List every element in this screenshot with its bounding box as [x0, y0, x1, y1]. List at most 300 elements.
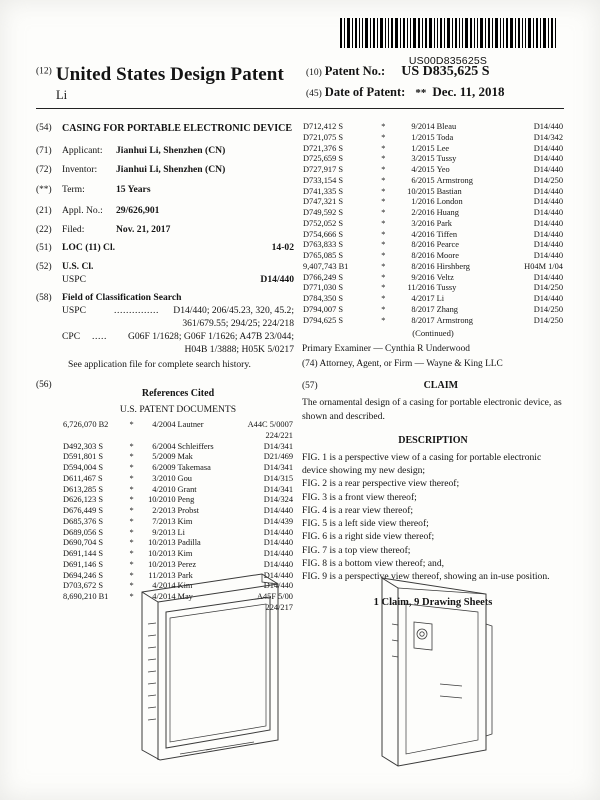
- ref-star: *: [381, 165, 386, 174]
- ref-class: D14/440: [263, 527, 293, 537]
- ref-date: 1/2015: [411, 143, 435, 153]
- ref-name: Lee: [436, 143, 450, 153]
- ref-name: Park: [436, 218, 452, 228]
- ref-class: D14/440: [263, 549, 293, 559]
- ref-date: 10/2010: [148, 495, 176, 505]
- ref-date: 7/2013: [152, 516, 176, 526]
- field-tag: (71): [36, 146, 52, 156]
- applicant-value: Jianhui Li, Shenzhen (CN): [116, 145, 226, 156]
- left-column: [36, 122, 302, 620]
- table-row: [62, 485, 294, 496]
- ref-number: D613,285 S: [63, 484, 104, 494]
- patent-no-value: US D835,625 S: [401, 64, 490, 79]
- ref-number: D689,056 S: [63, 527, 104, 537]
- patent-no-label: Patent No.:: [324, 64, 386, 78]
- figure-description-line: FIG. 6 is a right side view thereof;: [302, 531, 435, 543]
- page-title: United States Design Patent: [55, 64, 284, 85]
- ref-name: Pearce: [436, 240, 459, 250]
- ref-class: D14/439: [263, 516, 293, 526]
- ref-number: D771,030 S: [303, 283, 344, 293]
- table-row: [302, 187, 564, 198]
- ref-class: D14/250: [533, 315, 563, 325]
- table-row: [62, 517, 294, 528]
- ref-class: A44C 5/0007: [247, 420, 293, 430]
- ref-number: D766,249 S: [303, 272, 344, 282]
- ref-star: *: [129, 581, 134, 591]
- ref-star: *: [129, 495, 134, 505]
- ref-date: 4/2015: [411, 165, 435, 174]
- appl-no-value: 29/626,901: [116, 204, 160, 216]
- patent-date-row: [306, 84, 564, 100]
- ref-name: Li: [436, 294, 445, 303]
- field-tag: (22): [36, 224, 52, 235]
- barcode-block: [338, 18, 558, 67]
- ref-class: D14/341: [263, 484, 293, 494]
- ref-star: *: [381, 240, 386, 250]
- ref-name: Mak: [177, 452, 193, 462]
- table-row: [302, 165, 564, 176]
- ref-date: 4/2016: [411, 229, 435, 239]
- ref-date: 8/2017: [411, 315, 435, 325]
- ref-star: *: [129, 463, 134, 473]
- ref-date: 10/2013: [148, 538, 176, 548]
- ref-date: 6/2009: [152, 463, 176, 473]
- ref-class: A45F 5/00: [256, 592, 293, 602]
- ref-date: 10/2013: [148, 549, 176, 559]
- ref-class: D14/440: [533, 154, 563, 164]
- ref-class: D14/440: [533, 122, 563, 131]
- table-row: [62, 474, 294, 485]
- field-tag: (21): [36, 205, 52, 216]
- filed-label: Filed:: [62, 223, 85, 235]
- loc-label: LOC (11) Cl.: [62, 242, 116, 254]
- ref-number: D794,007 S: [303, 304, 344, 314]
- patent-sheet: [36, 18, 564, 782]
- date-value: Dec. 11, 2018: [432, 84, 505, 99]
- patent-no-code: (10): [305, 68, 322, 78]
- ref-date: 3/2015: [411, 154, 435, 164]
- ref-class: D14/342: [533, 132, 563, 142]
- ref-number: D733,154 S: [303, 175, 344, 185]
- ref-number: 8,690,210 B1: [63, 592, 109, 602]
- ref-class: 224/221: [265, 430, 293, 440]
- figure-description-line: FIG. 7 is a top view thereof;: [302, 544, 411, 556]
- ref-class: D14/440: [533, 208, 563, 217]
- ref-name: Kim: [177, 549, 193, 559]
- table-row: [302, 219, 564, 230]
- ref-class: D14/250: [533, 175, 563, 185]
- ref-name: London: [436, 197, 463, 207]
- body-columns: [36, 122, 564, 620]
- ref-number: D765,085 S: [303, 251, 344, 260]
- ref-star: *: [129, 506, 134, 516]
- ref-class: D14/324: [263, 495, 293, 505]
- field-loc: [36, 242, 294, 255]
- uscl-uspc-label: USPC: [62, 273, 86, 285]
- field-tag: (52): [36, 261, 52, 272]
- inventor-short: Li: [56, 88, 68, 102]
- ref-class: D14/250: [533, 283, 563, 293]
- ref-class: D14/440: [533, 251, 563, 260]
- ref-class: D14/440: [533, 294, 563, 303]
- ref-star: *: [381, 218, 386, 228]
- figure-description-line: FIG. 5 is a left side view thereof;: [302, 518, 429, 530]
- ref-date: 10/2015: [407, 186, 435, 196]
- table-row: [62, 495, 294, 506]
- table-row: [302, 122, 564, 133]
- loc-value: 14-02: [271, 242, 294, 254]
- inventor-value: Jianhui Li, Shenzhen (CN): [116, 163, 226, 175]
- ref-class: D14/440: [533, 218, 563, 228]
- ref-date: [136, 431, 176, 442]
- ref-number: D725,659 S: [303, 154, 344, 164]
- ref-number: D690,704 S: [63, 538, 104, 548]
- claim-text: The ornamental design of a casing for portable electronic device, as shown and described.: [302, 397, 562, 422]
- ref-name: Grant: [177, 484, 197, 494]
- ref-name: Peng: [177, 495, 195, 505]
- header-divider: [36, 108, 564, 109]
- ref-number: [62, 431, 127, 442]
- ref-name: Tussy: [436, 283, 457, 293]
- ref-date: 9/2014: [411, 122, 435, 131]
- ref-number: D747,321 S: [303, 197, 344, 207]
- ref-number: D712,412 S: [303, 122, 344, 131]
- ref-number: D784,350 S: [303, 294, 344, 303]
- ref-number: 6,726,070 B2: [63, 420, 109, 430]
- field-tag: (54): [36, 123, 52, 133]
- ref-star: *: [129, 484, 134, 494]
- ref-class: D14/440: [533, 186, 563, 196]
- figure-1-drawing: [112, 564, 302, 774]
- ref-star: *: [381, 186, 386, 196]
- table-row: [302, 144, 564, 155]
- ref-name: Park: [177, 570, 193, 580]
- ref-class: D14/440: [533, 240, 563, 250]
- ref-number: D721,376 S: [303, 143, 344, 153]
- table-row: [302, 208, 564, 219]
- ref-number: D594,004 S: [63, 463, 104, 473]
- ref-name: Bleau: [436, 122, 457, 131]
- field-search-cpc-label: CPC: [62, 331, 81, 343]
- ref-star: *: [381, 229, 386, 239]
- attorney-agent: (74) Attorney, Agent, or Firm — Wayne & King LLC: [302, 358, 503, 369]
- ref-star: *: [129, 570, 134, 580]
- ref-name: Padilla: [177, 538, 201, 548]
- barcode-icon: [338, 18, 558, 48]
- appl-no-label: Appl. No.:: [62, 204, 103, 216]
- ref-star: *: [381, 283, 386, 293]
- figure-description-line: FIG. 3 is a front view thereof;: [302, 491, 417, 503]
- table-row: [62, 452, 294, 463]
- ref-class: D14/440: [263, 570, 293, 580]
- ref-name: Kim: [177, 516, 193, 526]
- ref-date: 10/2013: [148, 559, 176, 569]
- ref-name: Probst: [177, 506, 199, 516]
- field-tag: (**): [36, 185, 52, 196]
- ref-star: *: [381, 272, 386, 282]
- ref-star: *: [129, 420, 134, 430]
- invention-title: CASING FOR PORTABLE ELECTRONIC DEVICE: [62, 123, 293, 134]
- term-value: 15 Years: [116, 184, 151, 196]
- ref-star: *: [129, 527, 134, 537]
- ref-star: *: [129, 549, 134, 559]
- field-search-uspc-label: USPC: [62, 304, 86, 316]
- ref-class: D14/440: [263, 506, 293, 516]
- ref-date: 4/2014: [152, 581, 176, 591]
- table-row: [302, 283, 564, 294]
- ref-star: *: [129, 516, 134, 526]
- ref-date: 6/2015: [411, 175, 435, 185]
- ref-class: D14/440: [533, 143, 563, 153]
- ref-number: D703,672 S: [63, 581, 104, 591]
- kind-code: (12): [36, 66, 52, 77]
- ref-date: 3/2010: [152, 473, 176, 483]
- header-left: [36, 64, 302, 103]
- ref-number: D591,801 S: [63, 452, 104, 462]
- ref-number: D754,666 S: [303, 229, 344, 239]
- ref-date: 9/2016: [411, 272, 435, 282]
- ref-date: 8/2016: [411, 240, 435, 250]
- ref-date: 3/2016: [411, 218, 435, 228]
- term-label: Term:: [62, 184, 85, 196]
- ref-date: 6/2004: [152, 441, 176, 451]
- field-search-cpc-value: G06F 1/1628; G06F 1/1626; A47B 23/044;: [127, 331, 294, 343]
- ref-star: [127, 431, 136, 442]
- ref-class: D14/440: [263, 538, 293, 548]
- ref-name: Armstrong: [436, 175, 473, 185]
- ref-star: *: [129, 559, 134, 569]
- ref-number: D741,335 S: [303, 186, 344, 196]
- ref-star: *: [381, 304, 386, 314]
- table-row: [62, 431, 294, 442]
- date-code: (45): [305, 89, 322, 99]
- ref-date: 4/2010: [152, 484, 176, 494]
- ref-date: 4/2004: [152, 420, 176, 430]
- ref-name: Toda: [436, 132, 454, 142]
- table-row: [302, 305, 564, 316]
- ref-date: 9/2013: [152, 527, 176, 537]
- description-heading: DESCRIPTION: [398, 434, 468, 446]
- barcode-number: US00D835625S: [408, 55, 488, 67]
- table-row: [62, 528, 294, 539]
- table-row: [302, 230, 564, 241]
- field-title: [36, 122, 294, 135]
- uscl-value: D14/440: [260, 273, 294, 285]
- figure-description-line: FIG. 2 is a rear perspective view thereof;: [302, 478, 460, 490]
- figure-description-line: FIG. 8 is a bottom view thereof; and,: [302, 557, 445, 569]
- ref-number: D763,833 S: [303, 240, 344, 250]
- ref-class: D14/315: [263, 473, 293, 483]
- references-subheading: U.S. PATENT DOCUMENTS: [119, 404, 237, 416]
- primary-examiner: Primary Examiner — Cynthia R Underwood: [302, 344, 470, 355]
- ref-date: 11/2013: [148, 570, 176, 580]
- ref-class: D14/341: [263, 441, 293, 451]
- ref-number: D752,052 S: [303, 218, 344, 228]
- ref-star: *: [381, 294, 386, 303]
- inventor-label: Inventor:: [62, 163, 98, 175]
- filed-value: Nov. 21, 2017: [116, 223, 171, 235]
- ref-number: D691,144 S: [63, 549, 104, 559]
- table-row: [302, 316, 564, 327]
- ref-date: 8/2017: [411, 304, 435, 314]
- ref-date: 5/2009: [152, 452, 176, 462]
- ref-name: Perez: [177, 559, 197, 569]
- date-stars: **: [415, 87, 427, 99]
- ref-name: Yeo: [436, 165, 450, 174]
- references-heading: References Cited: [141, 388, 215, 400]
- ref-name: Armstrong: [436, 315, 473, 325]
- ref-name: Takemasa: [177, 463, 211, 473]
- ref-name: Zhang: [436, 304, 458, 314]
- ref-number: D626,123 S: [63, 495, 104, 505]
- ref-star: *: [381, 315, 386, 325]
- field-us-cl: [36, 261, 294, 286]
- ref-date: 4/2014: [152, 592, 176, 602]
- table-row: [302, 133, 564, 144]
- ref-date: 8/2016: [411, 251, 435, 260]
- ref-name: Moore: [436, 251, 459, 260]
- ref-name: Li: [177, 527, 185, 537]
- ref-name: Veltz: [436, 272, 454, 282]
- ref-class: H04M 1/04: [524, 261, 563, 271]
- ref-number: 9,407,743 B1: [303, 261, 349, 271]
- right-column: [302, 122, 564, 620]
- table-row: [302, 240, 564, 251]
- figure-description-line: FIG. 1 is a perspective view of a casing for portable electronic device showing my new design;: [302, 451, 542, 477]
- ref-number: D721,075 S: [303, 132, 344, 142]
- table-row: [62, 538, 294, 549]
- ref-name: [177, 431, 229, 442]
- field-appl-no: [36, 205, 294, 218]
- patent-number-row: [306, 64, 564, 80]
- references-table-right: [302, 122, 564, 326]
- ref-number: D794,625 S: [303, 315, 344, 325]
- ref-name: Huang: [436, 208, 459, 217]
- table-row: [302, 176, 564, 187]
- field-search-uspc-value: D14/440; 206/45.23, 320, 45.2;: [173, 304, 294, 316]
- field-tag: (51): [36, 243, 52, 254]
- ref-star: *: [381, 251, 386, 260]
- ref-class: D14/440: [263, 581, 293, 591]
- ref-star: *: [381, 132, 386, 142]
- field-inventor: [36, 164, 294, 177]
- field-term: [36, 184, 294, 197]
- ref-number: D611,467 S: [63, 473, 103, 483]
- figure-description-line: FIG. 4 is a rear view thereof;: [302, 504, 414, 516]
- ref-star: *: [381, 122, 386, 131]
- figure-2-drawing: [336, 564, 526, 774]
- ref-star: *: [129, 592, 134, 602]
- field-search-note: See application file for complete search history.: [68, 358, 251, 370]
- ref-name: Hirshberg: [436, 261, 470, 271]
- ref-star: *: [129, 538, 134, 548]
- table-row: [302, 251, 564, 262]
- ref-class: D14/440: [533, 229, 563, 239]
- table-row: [62, 506, 294, 517]
- claim-tag: (57): [302, 381, 318, 392]
- ref-name: Lautner: [177, 420, 204, 430]
- patent-header: [36, 64, 564, 109]
- table-row: [302, 262, 564, 273]
- field-classification-search: (58) Field of Classification Search USPC ............... D14/440; 206/45.23, 320, 45.2; 361/679.55; 294/25; 224/218 CPC ..... G06F 1/1628; G06F 1/1626; A47B 23/044; H04B 1/3888; H05K 5/0217 See application file for complete search history.: [36, 292, 294, 370]
- ref-star: *: [381, 208, 386, 217]
- table-row: [62, 442, 294, 453]
- sheets-line: 1 Claim, 9 Drawing Sheets: [373, 597, 493, 609]
- ref-star: *: [381, 143, 386, 153]
- field-search-uspc-value2: 361/679.55; 294/25; 224/218: [182, 317, 294, 329]
- field-tag: (56): [36, 380, 52, 391]
- ref-class: D14/440: [533, 165, 563, 174]
- ref-number: D492,303 S: [63, 441, 104, 451]
- field-search-label: Field of Classification Search: [62, 292, 182, 304]
- ref-name: May: [177, 592, 193, 602]
- table-row: [62, 420, 294, 431]
- references-continued-label: (Continued): [412, 328, 454, 339]
- ref-class: D14/440: [533, 272, 563, 282]
- ref-star: *: [381, 197, 386, 207]
- ref-date: 1/2015: [411, 132, 435, 142]
- ref-class: D21/469: [263, 452, 293, 462]
- ref-number: D727,917 S: [303, 165, 344, 174]
- applicant-label: Applicant:: [62, 145, 103, 156]
- table-row: [302, 154, 564, 165]
- ref-name: Bastian: [436, 186, 462, 196]
- ref-class: D14/440: [263, 559, 293, 569]
- table-row: [302, 197, 564, 208]
- ref-number: D749,592 S: [303, 208, 344, 217]
- ref-number: D694,246 S: [63, 570, 104, 580]
- ref-star: *: [381, 175, 386, 185]
- ref-star: *: [129, 473, 134, 483]
- ref-date: 8/2016: [411, 261, 435, 271]
- ref-date: 4/2017: [411, 294, 435, 303]
- ref-number: D691,146 S: [63, 559, 104, 569]
- ref-class: D14/341: [263, 463, 293, 473]
- ref-name: Gou: [177, 473, 192, 483]
- header-right: [302, 64, 564, 100]
- table-row: [62, 463, 294, 474]
- ref-star: *: [129, 452, 134, 462]
- ref-class: 224/217: [265, 602, 293, 612]
- ref-date: 2/2013: [152, 506, 176, 516]
- ref-date: 1/2016: [411, 197, 435, 207]
- uscl-label: U.S. Cl.: [62, 260, 94, 272]
- ref-name: Schleiffers: [177, 441, 214, 451]
- field-tag: (58): [36, 293, 52, 304]
- ref-number: D685,376 S: [63, 516, 104, 526]
- figure-description-line: FIG. 9 is a perspective view thereof, showing an in-use position.: [302, 571, 550, 583]
- ref-name: Tiffen: [436, 229, 458, 239]
- ref-number: D676,449 S: [63, 506, 104, 516]
- field-search-cpc-value2: H04B 1/3888; H05K 5/0217: [184, 343, 294, 355]
- claim-heading: CLAIM: [423, 380, 459, 392]
- ref-date: 11/2016: [407, 283, 435, 293]
- drawing-area: [36, 558, 564, 782]
- field-tag: (72): [36, 164, 52, 175]
- table-row: [302, 294, 564, 305]
- field-filed: [36, 224, 294, 237]
- ref-star: *: [129, 441, 134, 451]
- ref-class: D14/250: [533, 304, 563, 314]
- date-label: Date of Patent:: [324, 85, 406, 99]
- ref-star: *: [381, 261, 386, 271]
- ref-date: 2/2016: [411, 208, 435, 217]
- ref-name: Tussy: [436, 154, 457, 164]
- table-row: [302, 273, 564, 284]
- ref-class: D14/440: [533, 197, 563, 207]
- ref-name: Kim: [177, 581, 193, 591]
- field-applicant: [36, 145, 294, 158]
